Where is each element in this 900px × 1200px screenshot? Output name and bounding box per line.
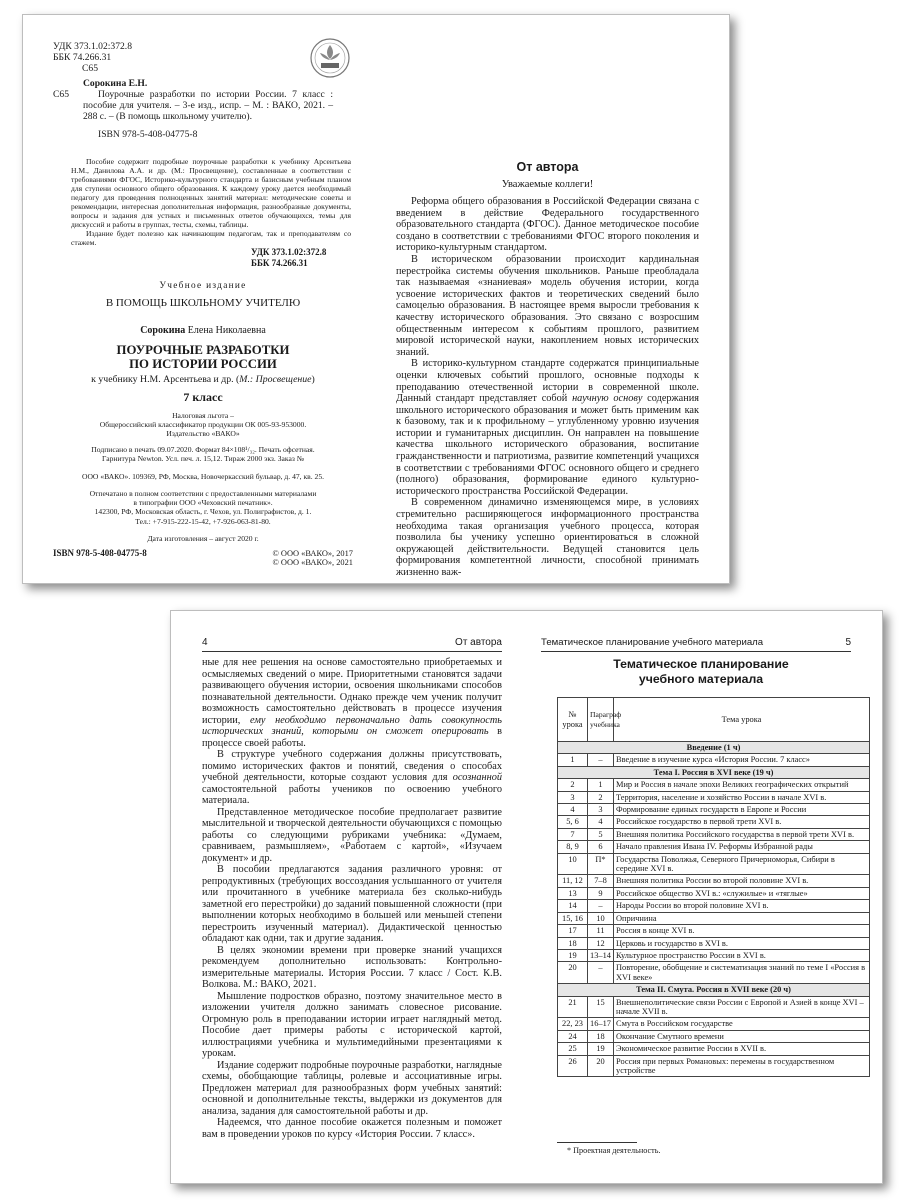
paragraph-number: 16–17 — [588, 1018, 614, 1030]
left-paragraph-6: Мышление подростков образно, поэтому значительное место в изложении учителя должно занимать словесное рисование. Огромную роль в преподавании истории играет наглядный метод. Пособие дает примеры работы с исторической картой, иллюстрациями учебника и мультимедийными презентациями к урокам. — [202, 990, 502, 1059]
lesson-number: 18 — [558, 937, 588, 949]
paragraph-number: – — [588, 962, 614, 984]
table-row — [558, 754, 870, 766]
annotation-block — [71, 157, 351, 247]
lesson-topic: Россия в конце XVI в. — [614, 925, 870, 937]
bbk-right: ББК 74.266.31 — [251, 258, 308, 268]
lesson-number: 24 — [558, 1030, 588, 1042]
paragraph-number: – — [588, 900, 614, 912]
table-row — [558, 841, 870, 853]
header-paragraph: Параграф учебника — [588, 698, 614, 742]
paragraph-number: 3 — [588, 804, 614, 816]
paragraph-number: 7–8 — [588, 875, 614, 887]
lesson-number: 2 — [558, 779, 588, 791]
paragraph-number: 18 — [588, 1030, 614, 1042]
section-title: Тема I. Россия в XVI веке (19 ч) — [558, 766, 870, 778]
table-row — [558, 791, 870, 803]
left-paragraph-5: В целях экономии времени при проверке знаний учащихся рекомендуем дополнительно использовать: Контрольно-измерительные материалы. История России. 7 класс / Сост. К.В. Волкова. М.: ВАКО, 2021. — [202, 944, 502, 990]
lesson-number: 5, 6 — [558, 816, 588, 828]
lp1-italic: ему необходимо первоначально дать совокупность исторических знаний, которыми он сможет оперировать — [202, 714, 502, 737]
print-line-2: Гарнитура Newton. Усл. печ. л. 15,12. Тираж 2000 экз. Заказ № — [102, 454, 304, 464]
lesson-number: 20 — [558, 962, 588, 984]
lesson-number: 11, 12 — [558, 875, 588, 887]
series-name: В ПОМОЩЬ ШКОЛЬНОМУ УЧИТЕЛЮ — [105, 297, 301, 309]
lesson-topic: Мир и Россия в начале эпохи Великих географических открытий — [614, 779, 870, 791]
paragraph-number: 12 — [588, 937, 614, 949]
printing-line-2: в типографии ООО «Чеховский печатник». — [133, 498, 273, 508]
paragraph-number: 1 — [588, 779, 614, 791]
print-block — [53, 445, 353, 463]
lesson-topic: Народы России во второй половине XVI в. — [614, 900, 870, 912]
bib-description: Поурочные разработки по истории России. 7 класс : пособие для учителя. – 3-е изд., испр. – М. : ВАКО, 2021. – 288 с. – (В помощь школьному учителю). — [83, 89, 333, 122]
lesson-number: 10 — [558, 853, 588, 875]
lesson-number: 13 — [558, 887, 588, 899]
lesson-topic: Российское государство в первой трети XVI в. — [614, 816, 870, 828]
left-page-text — [202, 657, 502, 1140]
lesson-number: 14 — [558, 900, 588, 912]
lesson-number: 22, 23 — [558, 1018, 588, 1030]
table-row — [558, 1055, 870, 1077]
lesson-number: 7 — [558, 828, 588, 840]
table-section-row — [558, 766, 870, 778]
planning-title: Тематическое планирование учебного материала — [613, 657, 789, 686]
running-head-right: Тематическое планирование учебного материала — [541, 637, 764, 648]
book-title-line1: ПОУРОЧНЫЕ РАЗРАБОТКИ — [116, 343, 290, 357]
table-row — [558, 816, 870, 828]
lesson-number: 1 — [558, 754, 588, 766]
book-title — [53, 343, 353, 371]
lesson-number: 19 — [558, 949, 588, 961]
page-number-right: 5 — [845, 637, 851, 648]
print-line-1: Подписано в печать 09.07.2020. Формат 84×108¹/₃₂. Печать офсетная. — [91, 445, 315, 454]
p3-italic: научную основу — [572, 393, 643, 405]
header-lesson-num: № урока — [558, 698, 588, 742]
copyright-2: © ООО «ВАКО», 2021 — [272, 558, 353, 567]
lesson-topic: Внешнеполитические связи России с Европой и Азией в конце XVI – начале XVII в. — [614, 996, 870, 1018]
printing-block — [53, 489, 353, 526]
table-row — [558, 828, 870, 840]
udk-bbk-block — [53, 41, 303, 74]
table-row — [558, 853, 870, 875]
left-paragraph-4: В пособии предлагаются задания различного уровня: от репродуктивных (требующих воссоздания услышанного от учителя или прочитанного в учебнике материала без сколько-нибудь заметной его перестройки) до заданий повышенной сложности (при выполнении которых необходимо в большей или меньшей степени перестроить изученный материал). Дидактической ценностью обладают как одни, так и другие задания. — [202, 864, 502, 944]
left-paragraph-2 — [202, 749, 502, 807]
book-title-line2: ПО ИСТОРИИ РОССИИ — [129, 357, 277, 371]
to-textbook — [53, 374, 353, 385]
paragraph-number: 13–14 — [588, 949, 614, 961]
table-row — [558, 779, 870, 791]
left-paragraph-8: Надеемся, что данное пособие окажется полезным и поможет вам в проведении уроков по курсу «История России. 7 класс». — [202, 1117, 502, 1140]
udk-right-block — [251, 247, 351, 269]
udk-line: УДК 373.1.02:372.8 — [53, 41, 132, 52]
tax-line-2: Общероссийский классификатор продукции ОК 005-93-953000. — [99, 420, 307, 430]
author-mark-2: С65 — [53, 89, 69, 100]
table-row — [558, 1018, 870, 1030]
header-rule-left — [202, 651, 502, 652]
table-row — [558, 804, 870, 816]
made-date: Дата изготовления – август 2020 г. — [147, 534, 259, 543]
p3-part-b: содержания школьного исторического образования и может быть применим как к базовому, так и к профильному – углубленному уровню изучения истории и гуманитарных дисциплин. Он направлен на повышение качества школьного исторического образования, воспитание гражданственности и патриотизма, развитие компетенций учащихся в соответствии с требованиями ФГОС основного общего и среднего (полного) образования, формирование единого культурно-исторического пространства Российской Федерации. — [396, 393, 699, 497]
lesson-number: 4 — [558, 804, 588, 816]
table-row — [558, 949, 870, 961]
annotation-text-2: Издание будет полезно как начинающим педагогам, так и преподавателям со стажем. — [71, 229, 351, 247]
table-section-row — [558, 984, 870, 996]
header-topic: Тема урока — [614, 698, 870, 742]
page-number-left: 4 — [202, 637, 208, 648]
lesson-number: 3 — [558, 791, 588, 803]
paragraph-number: – — [588, 754, 614, 766]
lesson-topic: Опричнина — [614, 912, 870, 924]
grade-label: 7 класс — [183, 390, 223, 404]
lesson-topic: Введение в изучение курса «История России. 7 класс» — [614, 754, 870, 766]
author-full — [53, 325, 353, 336]
preface-title: От автора — [516, 160, 579, 174]
paragraph-number: 9 — [588, 887, 614, 899]
preface-paragraph-3 — [396, 358, 699, 497]
to-textbook-end: ) — [311, 374, 315, 385]
author-short: Сорокина Е.Н. — [83, 78, 148, 89]
preface-text — [396, 196, 699, 579]
printing-line-3: 142300, РФ, Московская область, г. Чехов, ул. Полиграфистов, д. 1. — [94, 507, 312, 517]
left-paragraph-3: Представленное методическое пособие предполагает развитие мыслительной и творческой деятельности обучающихся с помощью работы со следующими рубриками учебника: «Думаем, сравниваем, размышляем», «Работаем с картой», «Изучаем документ» и др. — [202, 806, 502, 864]
table-header-row — [558, 698, 870, 742]
table-row — [558, 875, 870, 887]
annotation-text: Пособие содержит подробные поурочные разработки к учебнику Арсентьева Н.М., Данилова А.А. и др. (М.: Просвещение), составленные в соответствии с требованиями ФГОС, Историко-культурного стандарта и базисным учебным планом для ступени основного общего образования. К каждому уроку дается необходимый педагогу для проведения полноценных занятий материал: методические советы и рекомендации, интересная дополнительная информация, разнообразные документы, вопросы и задания для устных и письменных ответов обучающихся, темы для дискуссий и работы в группах, тесты, схемы, таблицы. — [71, 157, 351, 229]
section-title: Введение (1 ч) — [558, 742, 870, 754]
lesson-number: 8, 9 — [558, 841, 588, 853]
lesson-topic: Экономическое развитие России в XVII в. — [614, 1043, 870, 1055]
tax-block — [53, 411, 353, 439]
paragraph-number: 4 — [588, 816, 614, 828]
paragraph-number: 2 — [588, 791, 614, 803]
left-paragraph-1 — [202, 657, 502, 749]
lp1-b: в процессе своей работы. — [202, 726, 502, 749]
publisher-address: ООО «ВАКО». 109369, РФ, Москва, Новочеркасский бульвар, д. 47, кв. 25. — [81, 472, 325, 481]
lesson-topic: Окончание Смутного времени — [614, 1030, 870, 1042]
table-row — [558, 1043, 870, 1055]
edition-type: Учебное издание — [159, 281, 247, 291]
paragraph-number: 20 — [588, 1055, 614, 1077]
paragraph-number: 5 — [588, 828, 614, 840]
lp1-a: ные для нее решения на основе самостоятельно приобретаемых и осмысляемых сведений о мире. Приоритетными становятся задачи развивающего обучения истории, освоения школьниками способов познавательной деятельности. Однако прежде чем ученик получит возможность самостоятельно действовать в процессе изучения истории, — [202, 657, 502, 726]
table-row — [558, 887, 870, 899]
preface-greeting: Уважаемые коллеги! — [501, 179, 594, 190]
lesson-number: 15, 16 — [558, 912, 588, 924]
paragraph-number: 11 — [588, 925, 614, 937]
paragraph-number: 19 — [588, 1043, 614, 1055]
to-textbook-publisher: М.: Просвещение — [239, 374, 312, 385]
to-textbook-text: к учебнику Н.М. Арсентьева и др. ( — [91, 374, 240, 385]
printing-line-4: Тел.: +7-915-222-15-42, +7-926-063-81-80. — [135, 516, 271, 526]
isbn-line: ISBN 978-5-408-04775-8 — [98, 129, 198, 140]
paragraph-number: 15 — [588, 996, 614, 1018]
lesson-topic: Смута в Российском государстве — [614, 1018, 870, 1030]
table-row — [558, 912, 870, 924]
lesson-topic: Культурное пространство России в XVI в. — [614, 949, 870, 961]
udk-right: УДК 373.1.02:372.8 — [251, 247, 327, 257]
preface-paragraph-1: Реформа общего образования в Российской Федерации связана с введением в действие Федерального государственного образовательного стандарта (ФГОС). Данное методическое пособие создано в соответствии с требованиями ФГОС второго поколения и историко-культурным стандартом. — [396, 196, 699, 254]
author-names: Елена Николаевна — [185, 325, 266, 336]
lesson-topic: Территория, население и хозяйство России в начале XVI в. — [614, 791, 870, 803]
paragraph-number: 6 — [588, 841, 614, 853]
lesson-topic: Начало правления Ивана IV. Реформы Избранной рады — [614, 841, 870, 853]
printing-line-1: Отпечатано в полном соответствии с предоставленными материалами — [89, 489, 317, 498]
p3-part-a: В историко-культурном стандарте содержатся принципиальные оценки ключевых событий прошлого, основные подходы к преподаванию отечественной истории в современной школе. Данный стандарт представляет собой — [396, 358, 699, 405]
table-row — [558, 925, 870, 937]
table-row — [558, 962, 870, 984]
lesson-topic: Внешняя политика России во второй половине XVI в. — [614, 875, 870, 887]
footnote-rule — [557, 1142, 637, 1143]
lesson-number: 25 — [558, 1043, 588, 1055]
lp2-italic: осознанной — [452, 772, 502, 783]
lesson-topic: Церковь и государство в XVI в. — [614, 937, 870, 949]
lesson-topic: Государства Поволжья, Северного Причерноморья, Сибири в середине XVI в. — [614, 853, 870, 875]
table-section-row — [558, 742, 870, 754]
copyright-1: © ООО «ВАКО», 2017 — [272, 549, 353, 558]
lesson-number: 21 — [558, 996, 588, 1018]
table-row — [558, 1030, 870, 1042]
bbk-line: ББК 74.266.31 — [53, 52, 112, 63]
table-body — [558, 742, 870, 1077]
header-rule-right — [541, 651, 851, 652]
lesson-topic: Повторение, обобщение и систематизация знаний по теме I «Россия в XVI веке» — [614, 962, 870, 984]
table-row — [558, 996, 870, 1018]
tax-line-1: Налоговая льгота – — [172, 411, 234, 420]
bottom-spread — [170, 610, 883, 1184]
running-head-left: От автора — [455, 637, 502, 648]
paragraph-number: П* — [588, 853, 614, 875]
bibliographic-block — [53, 78, 333, 140]
lesson-topic: Российское общество XVI в.: «служилые» и «тяглые» — [614, 887, 870, 899]
section-title: Тема II. Смута. Россия в XVII веке (20 ч) — [558, 984, 870, 996]
lesson-number: 26 — [558, 1055, 588, 1077]
table-row — [558, 937, 870, 949]
top-spread — [22, 14, 730, 584]
preface-paragraph-4: В современном динамично изменяющемся мире, в условиях стремительно расширяющегося информационного пространства необходима такая организация учебного процесса, которая позволила бы ученику успешно ориентироваться в сложной окружающей действительности. Ведущей становится цель формирования компетентной личности, способной принимать жизненно важ- — [396, 497, 699, 578]
author-surname: Сорокина — [140, 325, 186, 336]
lesson-topic: Внешняя политика Российского государства в первой трети XVI в. — [614, 828, 870, 840]
left-paragraph-7: Издание содержит подробные поурочные разработки, наглядные схемы, обобщающие таблицы, ролевые и ассоциативные игры. Предложен материал для разнообразных форм учебных занятий: основной и дополнительные тексты, выдержки из документов для анализа, задания для самостоятельной работы и др. — [202, 1059, 502, 1117]
planning-table-wrap — [557, 697, 870, 1077]
footnote: * Проектная деятельность. — [567, 1146, 661, 1155]
tax-line-3: Издательство «ВАКО» — [166, 429, 240, 439]
paragraph-number: 10 — [588, 912, 614, 924]
author-mark: С65 — [82, 63, 98, 74]
table-row — [558, 900, 870, 912]
preface-paragraph-2: В историческом образовании происходит кардинальная перестройка системы обучения школьников. Раньше преобладала так называемая «знаниевая» модель обучения истории, когда усвоение исторических фактов и теоретических сведений было самоцелью образования. В настоящее время выросли требования к качеству исторического образования. Это связано с возросшим общественным интересом к событиям прошлого, развитием мировой исторической науки, накоплением новых исторических знаний. — [396, 253, 699, 358]
copyright-block — [253, 549, 353, 567]
lp2-a: В структуре учебного содержания должны присутствовать, помимо исторических фактов и понятий, сведения о способах учебной деятельности, которые создают условия для — [202, 749, 502, 783]
lesson-topic: Россия при первых Романовых: перемены в государственном устройстве — [614, 1055, 870, 1077]
isbn-bottom: ISBN 978-5-408-04775-8 — [53, 548, 147, 558]
lp2-b: самостоятельной работы учеников по освоению учебного материала. — [202, 783, 502, 806]
planning-table — [557, 697, 870, 1077]
lesson-topic: Формирование единых государств в Европе и России — [614, 804, 870, 816]
fgos-logo-icon — [309, 37, 351, 79]
lesson-number: 17 — [558, 925, 588, 937]
